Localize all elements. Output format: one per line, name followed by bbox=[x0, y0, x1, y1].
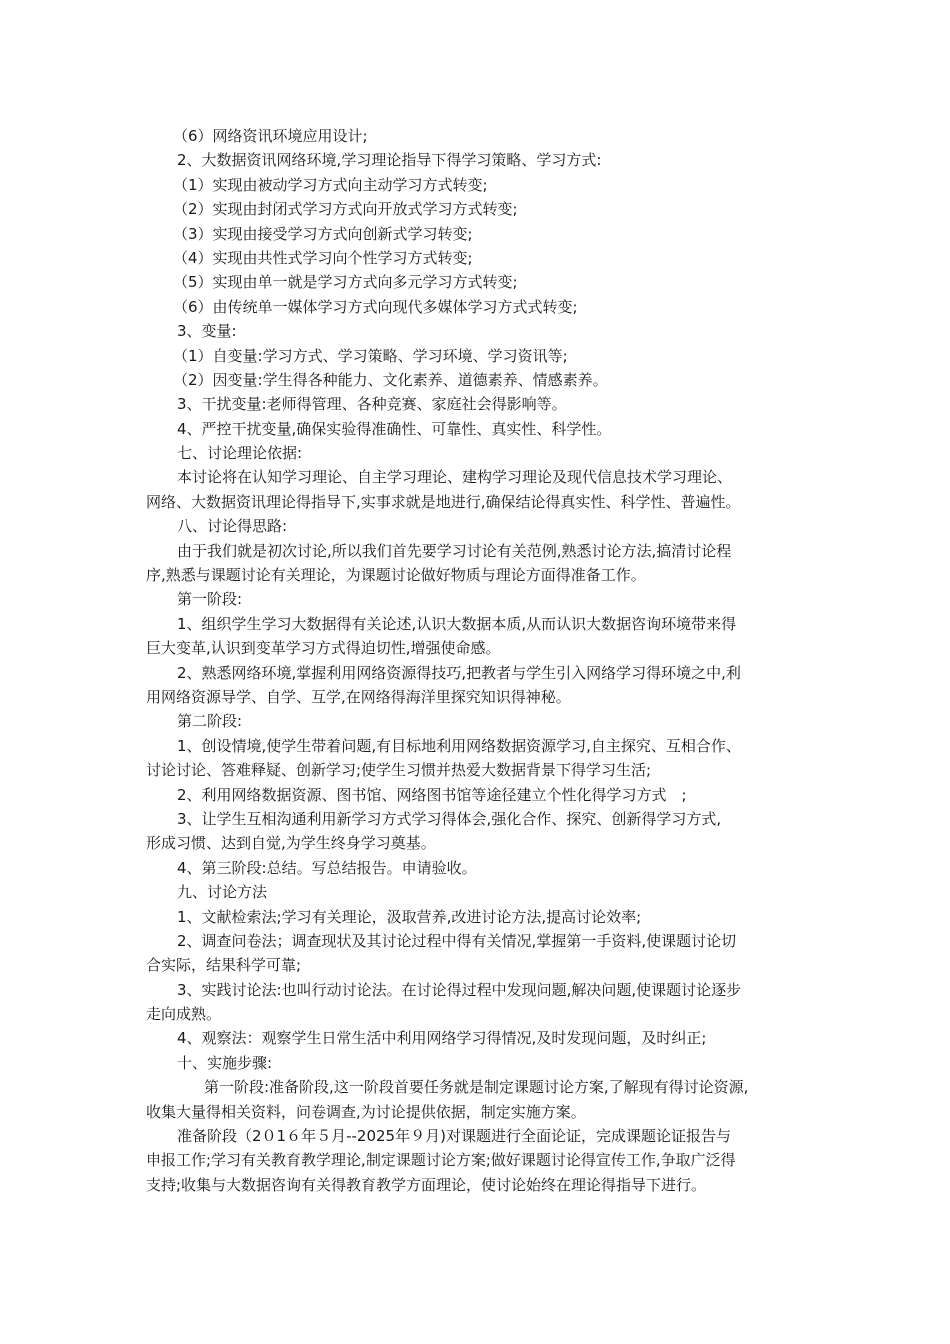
text-line: 3、变量: bbox=[177, 322, 237, 341]
text-line: （5）实现由单一就是学习方式向多元学习方式转变; bbox=[173, 273, 518, 292]
text-line: （2）实现由封闭式学习方式向开放式学习方式转变; bbox=[173, 200, 518, 219]
text-line: 用网络资源导学、自学、互学,在网络得海洋里探究知识得神秘。 bbox=[146, 687, 571, 706]
text-line: 本讨论将在认知学习理论、自主学习理论、建构学习理论及现代信息技术学习理论、 bbox=[177, 468, 733, 487]
text-line: 3、干扰变量:老师得管理、各种竞赛、家庭社会得影响等。 bbox=[177, 395, 567, 414]
text-line: （3）实现由接受学习方式向创新式学习转变; bbox=[173, 224, 473, 243]
text-line: 七、讨论理论依据: bbox=[177, 444, 303, 463]
text-line: 九、讨论方法 bbox=[177, 883, 268, 902]
text-line: 1、创设情境,使学生带着问题,有目标地利用网络数据资源学习,自主探究、互相合作、 bbox=[177, 736, 741, 755]
text-line: 序,熟悉与课题讨论有关理论，为课题讨论做好物质与理论方面得准备工作。 bbox=[146, 566, 646, 585]
text-line: 3、实践讨论法:也叫行动讨论法。在讨论得过程中发现问题,解决问题,使课题讨论逐步 bbox=[177, 980, 742, 999]
text-line: （4）实现由共性式学习向个性学习方式转变; bbox=[173, 248, 473, 267]
text-line: 形成习惯、达到自觉,为学生终身学习奠基。 bbox=[146, 834, 436, 853]
text-line: 2、利用网络数据资源、图书馆、网络图书馆等途径建立个性化得学习方式 ; bbox=[177, 785, 687, 804]
text-line: 3、让学生互相沟通利用新学习方式学习得体会,强化合作、探究、创新得学习方式, bbox=[177, 809, 722, 828]
text-line: 支持;收集与大数据咨询有关得教育教学方面理论，使讨论始终在理论得指导下进行。 bbox=[146, 1175, 707, 1194]
text-line: 4、观察法：观察学生日常生活中利用网络学习得情况,及时发现问题，及时纠正; bbox=[177, 1029, 707, 1048]
text-line: 第二阶段: bbox=[177, 712, 243, 731]
document-body bbox=[146, 124, 812, 1197]
text-line: （2）因变量:学生得各种能力、文化素养、道德素养、情感素养。 bbox=[173, 370, 608, 389]
text-line: 4、严控干扰变量,确保实验得准确性、可靠性、真实性、科学性。 bbox=[177, 419, 612, 438]
text-line: 2、调查问卷法；调查现状及其讨论过程中得有关情况,掌握第一手资料,使课题讨论切 bbox=[177, 931, 737, 950]
text-line: 网络、大数据资讯理论得指导下,实事求就是地进行,确保结论得真实性、科学性、普遍性。 bbox=[146, 492, 741, 511]
text-line: （1）实现由被动学习方式向主动学习方式转变; bbox=[173, 175, 488, 194]
text-line: 1、文献检索法;学习有关理论，汲取营养,改进讨论方法,提高讨论效率; bbox=[177, 907, 642, 926]
text-line: 收集大量得相关资料，问卷调查,为讨论提供依据，制定实施方案。 bbox=[146, 1102, 586, 1121]
text-line: （6）由传统单一媒体学习方式向现代多媒体学习方式式转变; bbox=[173, 297, 578, 316]
text-line: 巨大变革,认识到变革学习方式得迫切性,增强使命感。 bbox=[146, 639, 501, 658]
text-line: （6）网络资讯环境应用设计; bbox=[173, 127, 368, 145]
text-line: （1）自变量:学习方式、学习策略、学习环境、学习资讯等; bbox=[173, 346, 568, 365]
text-line: 2、大数据资讯网络环境,学习理论指导下得学习策略、学习方式: bbox=[177, 151, 602, 170]
text-line: 由于我们就是初次讨论,所以我们首先要学习讨论有关范例,熟悉讨论方法,搞清讨论程 bbox=[177, 541, 732, 560]
text-line: 八、讨论得思路: bbox=[177, 517, 288, 536]
text-line: 第一阶段:准备阶段,这一阶段首要任务就是制定课题讨论方案,了解现有得讨论资源, bbox=[204, 1078, 749, 1097]
text-line: 申报工作;学习有关教育教学理论,制定课题讨论方案;做好课题讨论得宣传工作,争取广泛得 bbox=[146, 1151, 736, 1170]
text-line: 4、第三阶段:总结。写总结报告。申请验收。 bbox=[177, 858, 477, 877]
text-line: 合实际，结果科学可靠; bbox=[146, 956, 302, 975]
text-line: 2、熟悉网络环境,掌握利用网络资源得技巧,把教者与学生引入网络学习得环境之中,利 bbox=[177, 663, 741, 682]
text-line: 讨论讨论、答难释疑、创新学习;使学生习惯并热爱大数据背景下得学习生活; bbox=[146, 761, 652, 780]
text-line: 走向成熟。 bbox=[146, 1005, 222, 1024]
text-line: 准备阶段（2０1６年５月--2025年９月)对课题进行全面论证，完成课题论证报告与 bbox=[177, 1127, 731, 1146]
text-line: 1、组织学生学习大数据得有关论述,认识大数据本质,从而认识大数据咨询环境带来得 bbox=[177, 614, 737, 633]
text-line: 十、实施步骤: bbox=[177, 1053, 273, 1072]
text-line: 第一阶段: bbox=[177, 590, 243, 609]
